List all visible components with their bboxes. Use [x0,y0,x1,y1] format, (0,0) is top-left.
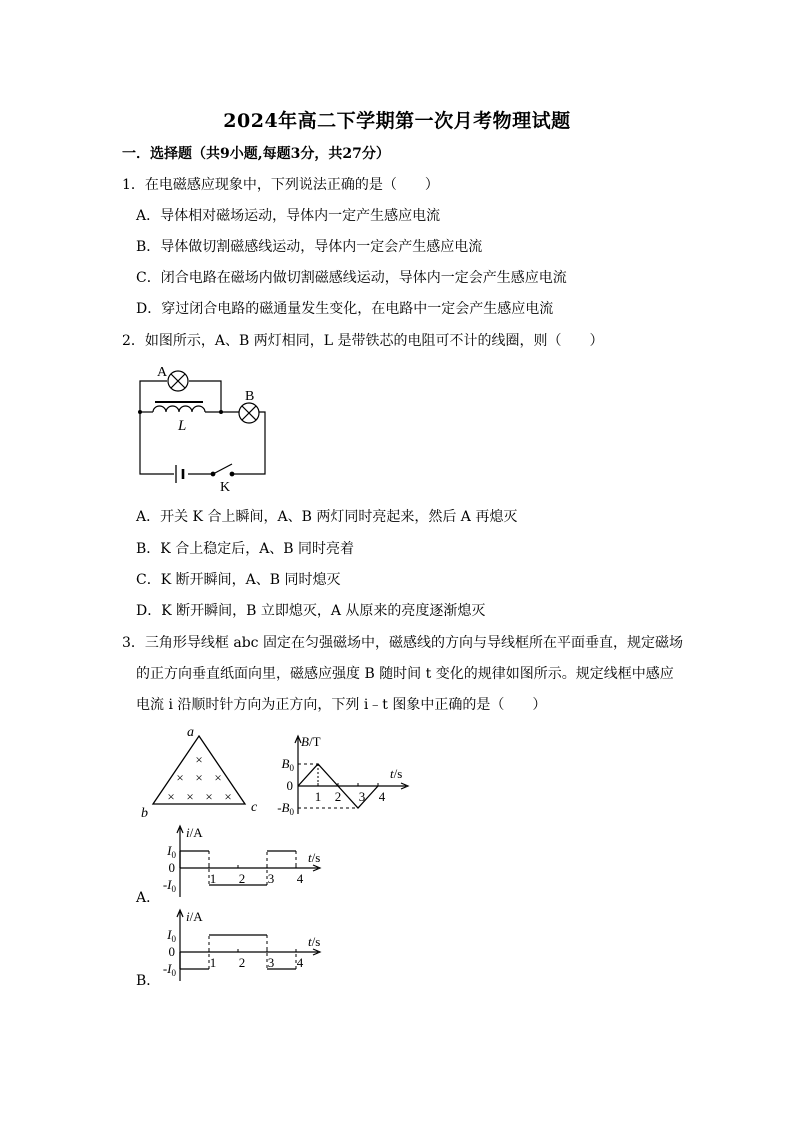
q3-option-b-graph[interactable] [158,906,328,986]
switch-icon [211,464,234,476]
origin-label: 0 [168,860,175,875]
x-tick-label: 2 [334,789,342,804]
i0-label: $I_0$ [167,927,176,944]
lamp-b-label: B [245,389,255,404]
vertex-c-label: c [251,800,258,815]
switch-label: K [220,480,231,495]
page-title: 2024年高二下学期第一次月考物理试题 [223,110,571,132]
field-crosses [167,752,231,804]
q3-stem-line-2: 的正方向垂直纸面向里，磁感应强度 B 随时间 t 变化的规律如图所示。规定线框中感应 [136,666,674,682]
q2-option-c[interactable]: C．K 断开瞬间，A、B 同时熄灭 [136,572,341,588]
i0-label: $I_0$ [167,843,176,860]
q1-option-d[interactable]: D．穿过闭合电路的磁通量发生变化，在电路中一定会产生感应电流 [136,301,554,317]
q3-option-a-label[interactable]: A． [136,890,161,906]
coil-icon [153,402,205,412]
origin-label: 0 [286,778,293,793]
origin-label: 0 [168,944,175,959]
lamp-b-icon [239,403,259,423]
y-axis-label: i/A [186,909,203,924]
y-axis-label: i/A [186,825,203,840]
battery-icon [176,465,183,483]
field-cross: × [176,770,184,785]
q1-option-a[interactable]: A．导体相对磁场运动，导体内一定产生感应电流 [136,208,441,224]
x-tick-label: 3 [358,789,366,804]
x-tick-label: 2 [238,955,246,970]
neg-i0-label: $-I_0$ [162,877,176,894]
x-tick-label: 4 [378,789,386,804]
neg-b0-label: $-B_0$ [277,800,294,817]
vertex-a-label: a [187,725,194,740]
x-axis-label: t/s [308,934,321,949]
x-axis-label: t/s [308,850,321,865]
q1-option-c[interactable]: C．闭合电路在磁场内做切割磁感线运动，导体内一定会产生感应电流 [136,270,567,286]
x-tick-label: 4 [296,955,304,970]
coil-label: L [178,418,187,434]
neg-i0-label: $-I_0$ [162,961,176,978]
q1-option-b[interactable]: B．导体做切割磁感线运动，导体内一定会产生感应电流 [136,239,483,255]
q1-stem: 1．在电磁感应现象中，下列说法正确的是（ ） [122,177,439,193]
x-tick-label: 4 [296,871,304,886]
q3-triangle-frame [136,722,266,822]
b0-label: $B_0$ [281,756,294,773]
field-cross: × [167,789,175,804]
y-axis-label: B/T [301,734,321,749]
x-tick-label: 1 [314,789,322,804]
x-tick-label: 3 [267,871,275,886]
x-tick-label: 1 [209,871,217,886]
q2-option-b[interactable]: B．K 合上稳定后，A、B 同时亮着 [136,541,355,557]
q3-stem-line-3: 电流 i 沿顺时针方向为正方向，下列 i﹣t 图象中正确的是（ ） [136,697,547,713]
q2-circuit-diagram [120,360,290,500]
q3-stem-line-1: 3．三角形导线框 abc 固定在匀强磁场中，磁感线的方向与导线框所在平面垂直，规定磁场 [122,635,683,651]
x-tick-label: 1 [209,955,217,970]
field-cross: × [186,789,194,804]
field-cross: × [195,770,203,785]
lamp-a-icon [168,371,188,391]
x-axis-label: t/s [390,766,403,781]
q2-stem: 2．如图所示，A、B 两灯相同，L 是带铁芯的电阻可不计的线圈，则（ ） [122,333,604,349]
x-tick-label: 2 [238,871,246,886]
vertex-b-label: b [141,806,148,821]
lamp-a-label: A [157,365,168,380]
q3-option-a-graph[interactable] [158,822,328,902]
field-cross: × [224,789,232,804]
q3-b-t-graph [270,728,415,818]
section-heading: 一．选择题（共9小题,每题3分，共27分） [122,146,390,162]
x-tick-label: 3 [267,955,275,970]
field-cross: × [195,752,203,767]
q2-option-d[interactable]: D．K 断开瞬间，B 立即熄灭，A 从原来的亮度逐渐熄灭 [136,603,486,619]
q2-option-a[interactable]: A．开关 K 合上瞬间，A、B 两灯同时亮起来，然后 A 再熄灭 [136,509,518,525]
field-cross: × [214,770,222,785]
field-cross: × [205,789,213,804]
q3-option-b-label[interactable]: B． [136,973,161,989]
